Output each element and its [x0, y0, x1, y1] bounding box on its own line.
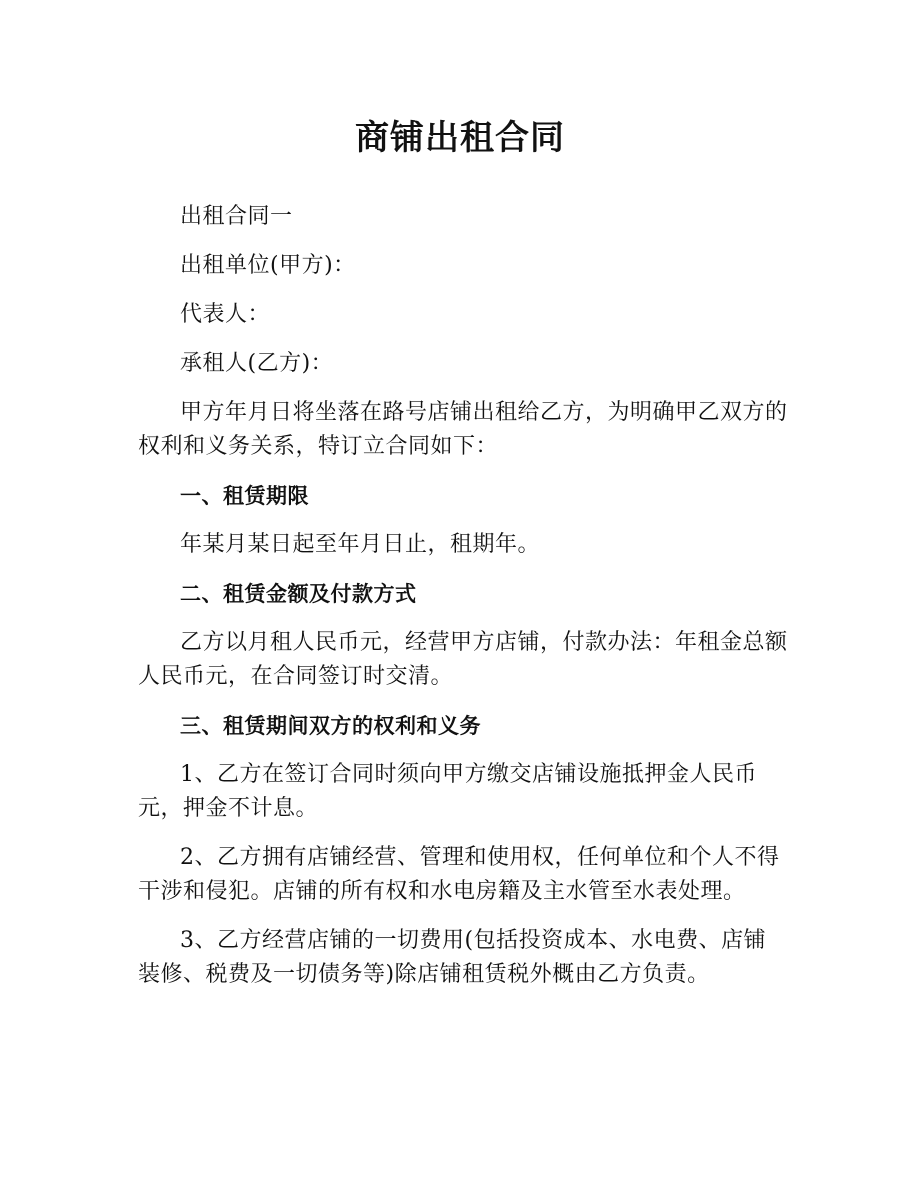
- clause-2: 2、乙方拥有店铺经营、管理和使用权，任何单位和个人不得干涉和侵犯。店铺的所有权和水电房籍及主水管至水表处理。: [138, 845, 780, 904]
- preamble-paragraph: 甲方年月日将坐落在路号店铺出租给乙方，为明确甲乙双方的权利和义务关系，特订立合同如下：: [138, 400, 788, 459]
- lease-term-paragraph: 年某月某日起至年月日止，租期年。: [180, 532, 541, 557]
- rent-payment-paragraph: 乙方以月租人民币元，经营甲方店铺，付款办法：年租金总额人民币元，在合同签订时交清。: [138, 630, 788, 689]
- document-body: [138, 200, 788, 1007]
- section-heading-rent-payment: 二、租赁金额及付款方式: [180, 582, 417, 606]
- representative-line: 代表人：: [180, 302, 271, 327]
- lessee-line: 承租人(乙方)：: [180, 351, 334, 376]
- contract-number: 出租合同一: [180, 204, 293, 229]
- lessor-line: 出租单位(甲方)：: [180, 253, 356, 278]
- clause-3: 3、乙方经营店铺的一切费用(包括投资成本、水电费、店铺装修、税费及一切债务等)除店铺租赁税外概由乙方负责。: [138, 928, 767, 987]
- section-heading-rights-obligations: 三、租赁期间双方的权利和义务: [180, 714, 481, 738]
- clause-1: 1、乙方在签订合同时须向甲方缴交店铺设施抵押金人民币元，押金不计息。: [138, 762, 757, 821]
- document-title: 商铺出租合同: [355, 118, 565, 158]
- section-heading-lease-term: 一、租赁期限: [180, 484, 309, 508]
